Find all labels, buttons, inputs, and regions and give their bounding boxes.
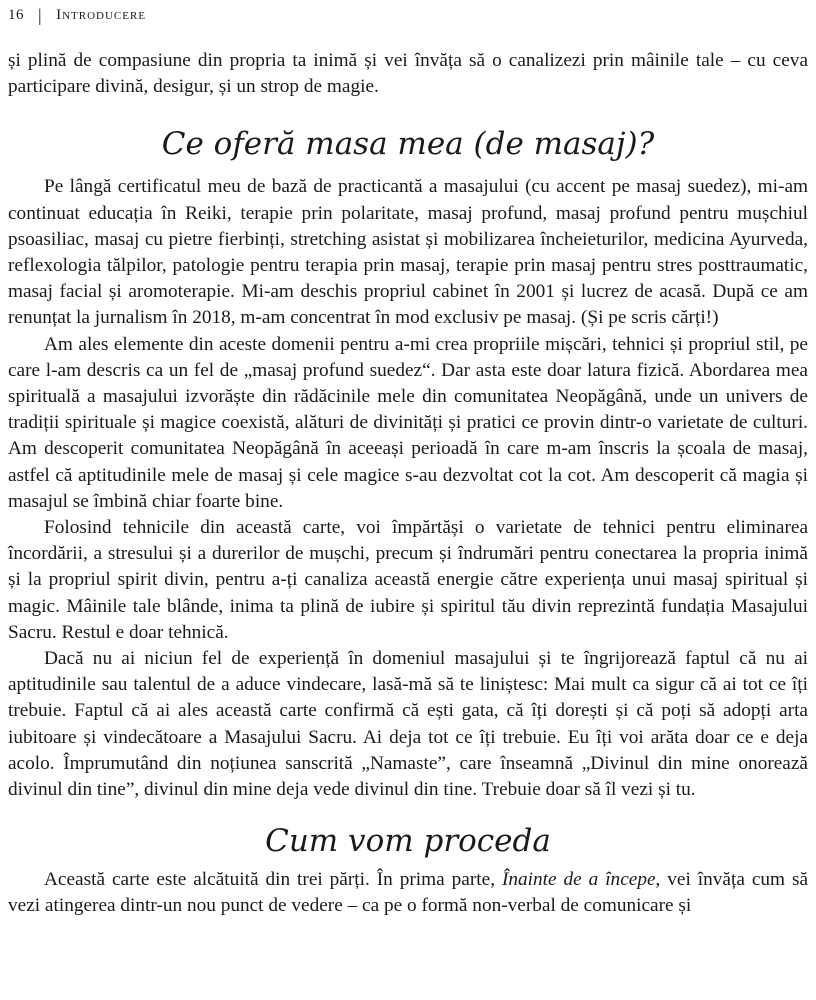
paragraph-techniques: Folosind tehnicile din această carte, voi împărtăși o varietate de tehnici pentru eliminarea încordării, a stresului și a durerilor de mușchi, precum și îndrumări pentru conectarea la propria inimă și la propriul spirit divin, pentru a-ți canaliza această energie către experiența unui masaj spiritual și magic. Mâinile tale blânde, inima ta plină de iubire și spiritul tău divin reprezintă fundația Masajului Sacru. Restul e doar tehnică. <box>8 517 808 643</box>
structure-text-start: Această carte este alcătuită din trei părți. În prima parte, <box>44 869 502 891</box>
running-header <box>8 6 146 24</box>
section-heading-how-we-proceed: Cum vom proceda <box>265 823 551 860</box>
paragraph-reassurance: Dacă nu ai niciun fel de experiență în domeniul masajului și te îngrijorează faptul că nu ai aptitudinile sau talentul de a aduce vindecare, lasă-mă să te liniștesc: Mai mult ca sigur că ai tot ce îți trebuie. Faptul că ai ales această carte confirmă că ești gata, că îți dorești și că poți să adopți arta iubitoare și vindecătoare a Masajului Sacru. Ai deja tot ce îți trebuie. Eu îți voi arăta doar ce e deja acolo. Împrumutând din noțiunea sanscrită „Namaste”, care înseamnă „Divinul din mine onorează divinul din tine”, divinul din mine deja vede divinul din tine. Trebuie doar să îl vezi și tu. <box>8 648 808 801</box>
paragraph-continued: și plină de compasiune din propria ta inimă și vei învăța să o canalizezi prin mâinile tale – cu ceva participare divină, desigur, și un strop de magie. <box>8 50 808 98</box>
paragraph-certifications: Pe lângă certificatul meu de bază de practicantă a masajului (cu accent pe masaj suedez), mi-am continuat educația în Reiki, terapie prin polaritate, masaj profund, masaj profund pentru mușchiul psoasiliac, masaj cu pietre fierbinți, stretching asistat și mobilizarea încheieturilor, medicina Ayurveda, reflexologia tălpilor, patologie pentru terapia prin masaj, terapie prin masaj pentru stres posttraumatic, masaj facial și aromoterapie. Mi-am deschis propriul cabinet în 2001 și lucrez de acasă. După ce am renunțat la jurnalism în 2018, m-am concentrat în mod exclusiv pe masaj. (Și pe scris cărți!) <box>8 176 808 329</box>
paragraph-style: Am ales elemente din aceste domenii pentru a-mi crea propriile mișcări, tehnici și propriul stil, pe care l-am descris ca un fel de „masaj profund suedez“. Dar asta este doar latura fizică. Abordarea mea spirituală a masajului izvorăște din rădăcinile mele din comunitatea Neopăgână, unde un univers de tradiții spirituale și magice coexistă, alături de divinități și pratici ce provin dintr-o varietate de culturi. Am descoperit comunitatea Neopăgână în aceeași perioadă în care m-am înscris la școala de masaj, astfel că aptitudinile mele de masaj și cele magice s-au dezvoltat cot la cot. Am descoperit că magia și masajul se îmbină chiar foarte bine. <box>8 333 808 512</box>
part-one-title: Înainte de a începe <box>501 869 656 891</box>
header-separator: | <box>38 5 43 25</box>
paragraph-structure <box>8 867 808 919</box>
section-heading-massage-table: Ce oferă masa mea (de masaj)? <box>161 126 655 163</box>
page-body <box>8 48 808 920</box>
structure-text-end: , vei învăța cum să vezi atingerea dintr-un nou punct de vedere – ca pe o formă non-verbal de comunicare și <box>8 869 809 917</box>
page-number: 16 <box>8 6 24 23</box>
section-title: Introducere <box>56 6 147 23</box>
